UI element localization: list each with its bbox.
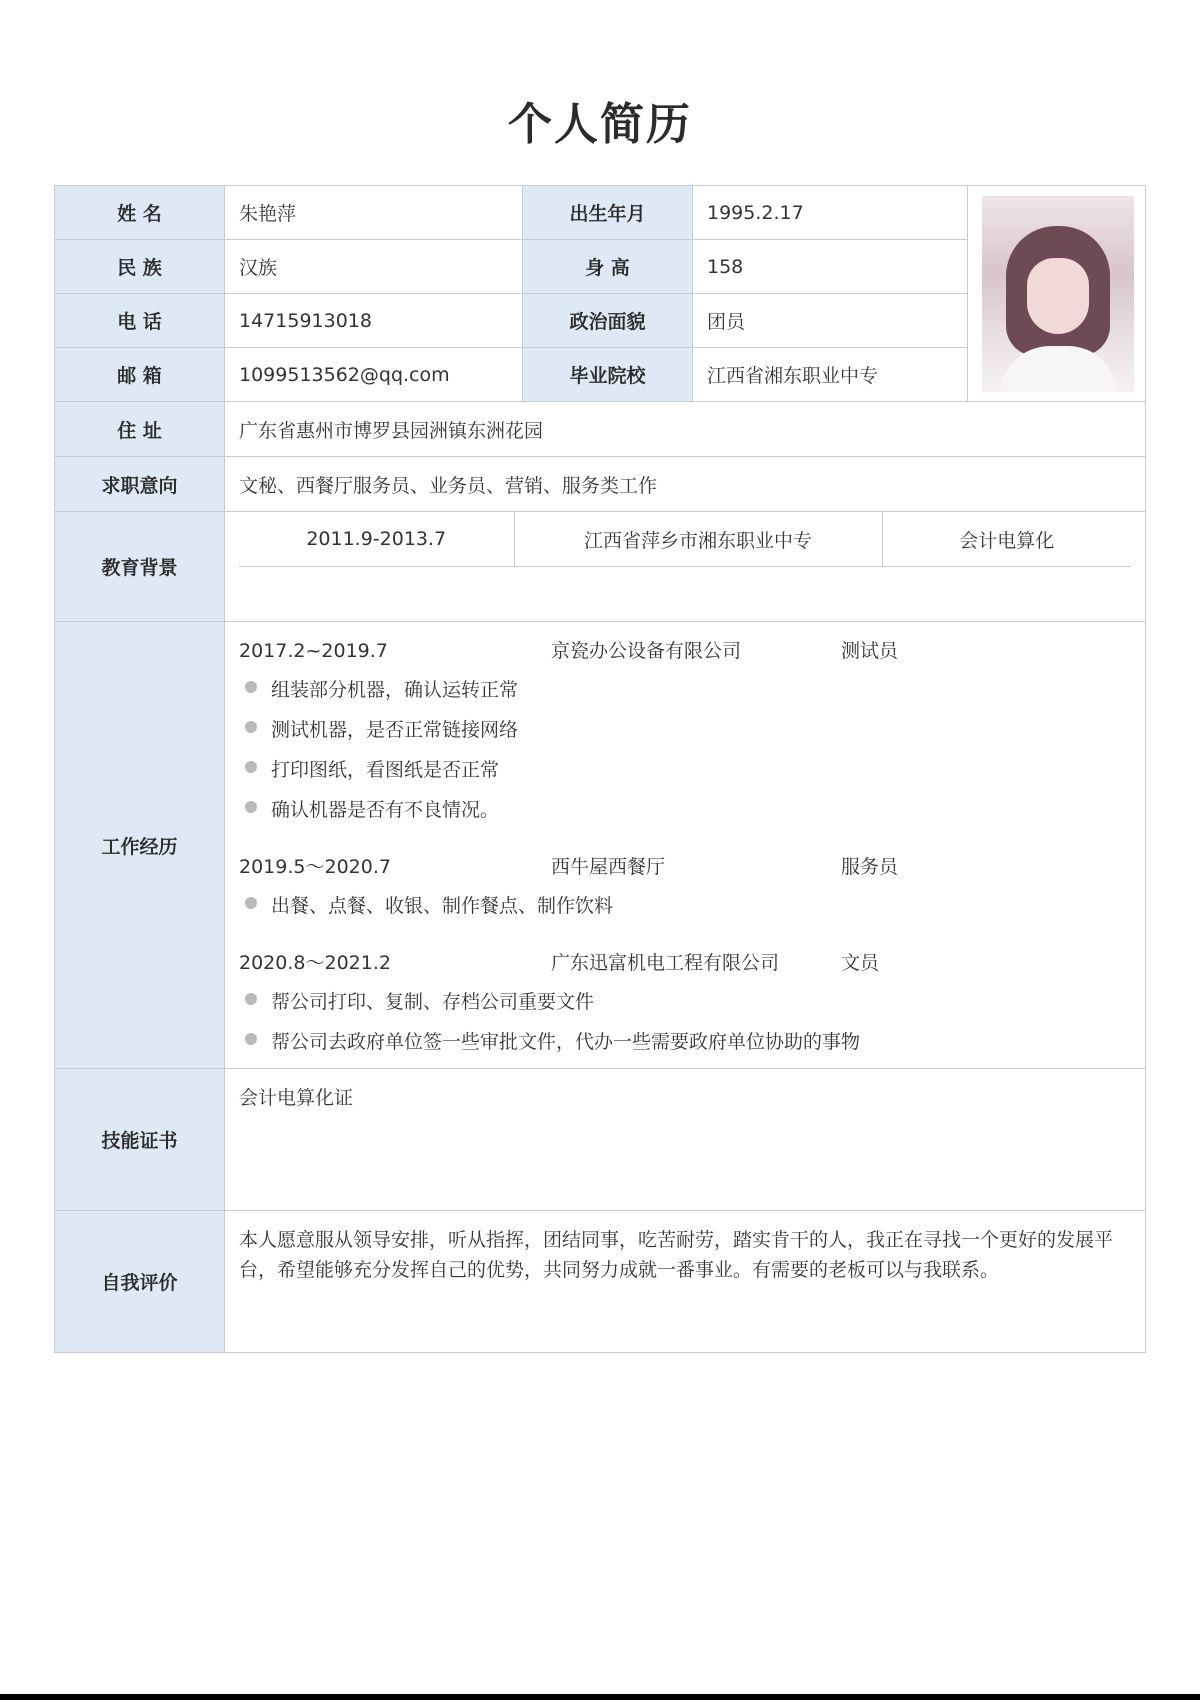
education-label: 教育背景	[55, 512, 225, 622]
self-eval-label: 自我评价	[55, 1211, 225, 1353]
duty-item: 帮公司去政府单位签一些审批文件，代办一些需要政府单位协助的事物	[239, 1022, 1131, 1062]
phone-value: 14715913018	[225, 294, 523, 348]
school-value: 江西省湘东职业中专	[693, 348, 968, 402]
duty-item: 确认机器是否有不良情况。	[239, 790, 1131, 830]
height-value: 158	[693, 240, 968, 294]
education-section	[225, 512, 1146, 622]
bullet-icon	[245, 761, 257, 773]
political-value: 团员	[693, 294, 968, 348]
job-company: 广东迅富机电工程有限公司	[551, 952, 780, 974]
job-position: 服务员	[841, 856, 899, 878]
resume-table	[54, 185, 1146, 1353]
edu-school: 江西省萍乡市湘东职业中专	[514, 512, 882, 567]
job-company: 西牛屋西餐厅	[551, 856, 666, 878]
bullet-icon	[245, 897, 257, 909]
page-bottom-border	[0, 1694, 1200, 1700]
duty-item: 打印图纸，看图纸是否正常	[239, 750, 1131, 790]
phone-label: 电 话	[55, 294, 225, 348]
job-entry	[239, 848, 1131, 926]
self-eval-value: 本人愿意服从领导安排，听从指挥，团结同事，吃苦耐劳，踏实肯干的人，我正在寻找一个更好的发展平台，希望能够充分发挥自己的优势，共同努力成就一番事业。有需要的老板可以与我联系。	[225, 1211, 1146, 1353]
edu-major: 会计电算化	[882, 512, 1131, 567]
duty-item: 组装部分机器，确认运转正常	[239, 670, 1131, 710]
portrait-photo	[982, 196, 1134, 392]
school-label: 毕业院校	[523, 348, 693, 402]
job-period: 2020.8～2021.2	[239, 952, 391, 974]
email-value: 1099513562@qq.com	[225, 348, 523, 402]
job-position: 文员	[841, 952, 880, 974]
bullet-icon	[245, 681, 257, 693]
political-label: 政治面貌	[523, 294, 693, 348]
bullet-icon	[245, 1033, 257, 1045]
job-period: 2019.5～2020.7	[239, 856, 391, 878]
work-section	[225, 622, 1146, 1069]
bullet-icon	[245, 721, 257, 733]
birth-value: 1995.2.17	[693, 186, 968, 240]
ethnic-label: 民 族	[55, 240, 225, 294]
birth-label: 出生年月	[523, 186, 693, 240]
bullet-icon	[245, 993, 257, 1005]
job-entry	[239, 944, 1131, 1062]
height-label: 身 高	[523, 240, 693, 294]
job-entry	[239, 632, 1131, 830]
address-value: 广东省惠州市博罗县园洲镇东洲花园	[225, 402, 1146, 457]
bullet-icon	[245, 801, 257, 813]
job-period: 2017.2~2019.7	[239, 640, 388, 662]
skills-label: 技能证书	[55, 1069, 225, 1211]
photo-cell	[968, 186, 1146, 402]
edu-period: 2011.9-2013.7	[239, 512, 514, 567]
email-label: 邮 箱	[55, 348, 225, 402]
page-title: 个人简历	[508, 99, 692, 150]
duty-item: 帮公司打印、复制、存档公司重要文件	[239, 982, 1131, 1022]
intent-label: 求职意向	[55, 457, 225, 512]
name-value: 朱艳萍	[225, 186, 523, 240]
duty-item: 测试机器，是否正常链接网络	[239, 710, 1131, 750]
education-table	[239, 512, 1131, 621]
edu-empty-row	[239, 567, 1131, 622]
address-label: 住 址	[55, 402, 225, 457]
job-company: 京瓷办公设备有限公司	[551, 640, 742, 662]
name-label: 姓 名	[55, 186, 225, 240]
work-label: 工作经历	[55, 622, 225, 1069]
duty-item: 出餐、点餐、收银、制作餐点、制作饮料	[239, 886, 1131, 926]
intent-value: 文秘、西餐厅服务员、业务员、营销、服务类工作	[225, 457, 1146, 512]
ethnic-value: 汉族	[225, 240, 523, 294]
skills-value: 会计电算化证	[225, 1069, 1146, 1211]
job-position: 测试员	[841, 640, 899, 662]
